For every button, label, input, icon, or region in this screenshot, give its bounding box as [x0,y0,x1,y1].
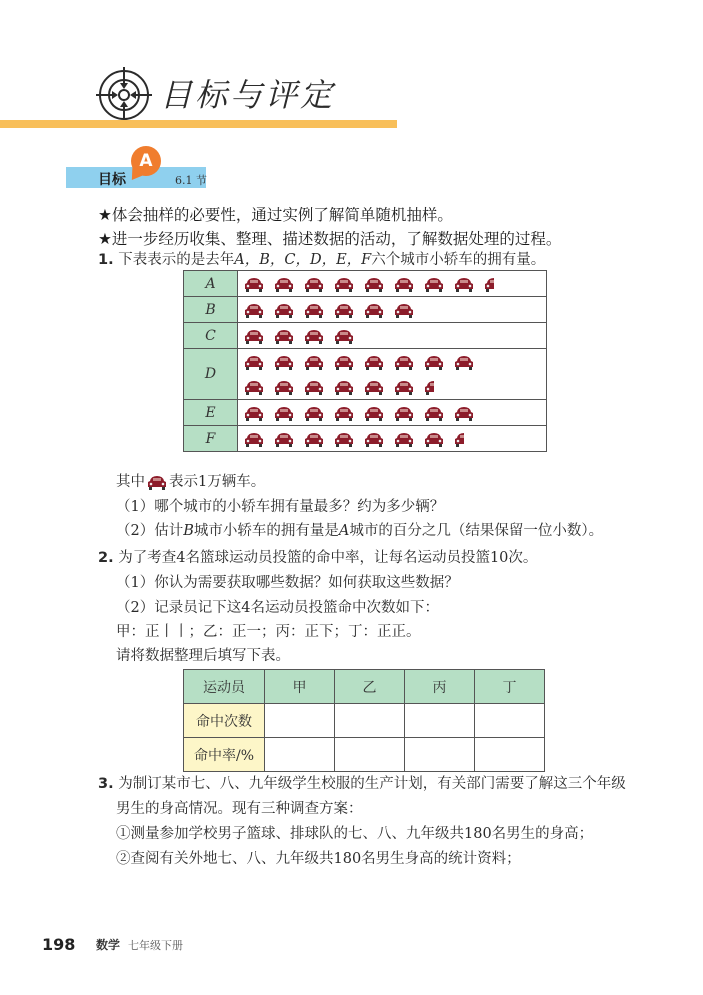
car-icon [304,379,324,395]
car-pictograph-table [183,270,547,452]
city-label: F [184,426,238,452]
half-car-icon [484,276,494,292]
car-icons-cell [238,297,547,323]
car-icon [454,405,474,421]
car-icon [364,302,384,318]
header-divider [0,120,397,128]
city-label: B [184,297,238,323]
legend-line: 其中 表示1万辆车。 [116,474,266,490]
car-icon [424,276,444,292]
car-icon [244,276,264,292]
car-icon [244,405,264,421]
city-label: A [184,271,238,297]
question-number: 1. [98,252,114,268]
blank-cell[interactable] [475,704,545,738]
pictograph-row [184,426,547,452]
car-icon [244,354,264,370]
car-icon [364,276,384,292]
tally-record: 甲：正⼁⼁；乙：正一；丙：正下；丁：正正。 [116,624,421,640]
header-ding: 丁 [475,670,545,704]
car-icon [394,405,414,421]
car-icon [244,328,264,344]
row-label-rate: 命中率/% [184,738,265,772]
table-row [184,704,545,738]
car-icon [244,302,264,318]
book-label: 七年级下册 [128,939,183,952]
car-icons-cell [238,426,547,452]
blank-cell[interactable] [335,738,405,772]
car-icon [334,431,354,447]
car-icons-cell [238,323,547,349]
question-1: 1. 下表表示的是去年A，B，C，D，E，F六个城市小轿车的拥有量。 [98,252,546,268]
blank-cell[interactable] [405,738,475,772]
section-ref: 6.1 节 [175,174,207,187]
car-icons-cell [238,400,547,426]
car-icon [274,328,294,344]
blank-cell[interactable] [265,738,335,772]
blank-cell[interactable] [335,704,405,738]
car-icon [304,405,324,421]
blank-cell[interactable] [405,704,475,738]
car-icon [274,405,294,421]
page-title: 目标与评定 [160,76,336,114]
question-1-part-1: （1）哪个城市的小轿车拥有量最多？约为多少辆？ [116,499,445,515]
question-1-part-2: （2）估计B城市小轿车的拥有量是A城市的百分之几（结果保留一位小数）。 [116,523,604,539]
option-1: ①测量参加学校男子篮球、排球队的七、八、九年级共180名男生的身高； [116,826,594,842]
car-icon [424,431,444,447]
car-icon [424,354,444,370]
question-2: 2. 为了考查4名篮球运动员投篮的命中率，让每名运动员投篮10次。 [98,550,538,566]
car-icon [274,302,294,318]
pictograph-row [184,400,547,426]
car-icon [304,328,324,344]
pictograph-row [184,323,547,349]
target-crosshair-icon [96,67,152,123]
table-row [184,738,545,772]
car-icon [334,354,354,370]
car-icon [334,328,354,344]
level-badge: A [131,146,161,176]
half-car-icon [454,431,464,447]
car-icon [334,302,354,318]
car-icon [364,379,384,395]
car-icons-cell [238,271,547,297]
question-3-line-2: 男生的身高情况。现有三种调查方案： [116,801,363,817]
header-yi: 乙 [335,670,405,704]
car-icon [304,431,324,447]
car-icon [424,405,444,421]
car-icon [364,431,384,447]
header-athlete: 运动员 [184,670,265,704]
half-car-icon [424,379,434,395]
city-label: D [184,349,238,400]
question-2-part-2: （2）记录员记下这4名运动员投篮命中次数如下： [116,600,439,616]
objective-1: ★体会抽样的必要性，通过实例了解简单随机抽样。 [98,206,453,224]
subject-label: 数学 [96,938,121,952]
pictograph-row [184,297,547,323]
car-icon [274,431,294,447]
pictograph-row [184,271,547,297]
car-icon [394,302,414,318]
city-label: C [184,323,238,349]
car-icon [304,276,324,292]
table-header-row [184,670,545,704]
car-icon [334,405,354,421]
car-icon [454,276,474,292]
car-icon [394,431,414,447]
page-number: 198 [42,935,76,954]
blank-cell[interactable] [475,738,545,772]
header-bing: 丙 [405,670,475,704]
car-icon [274,379,294,395]
goal-label: 目标 [98,172,126,188]
car-icon [334,276,354,292]
car-icon [274,354,294,370]
option-2: ②查阅有关外地七、八、九年级共180名男生身高的统计资料； [116,851,521,867]
car-icon [274,276,294,292]
objective-2: ★进一步经历收集、整理、描述数据的活动，了解数据处理的过程。 [98,230,562,248]
car-icon [304,354,324,370]
car-icon [454,354,474,370]
car-icons-cell [238,349,547,400]
car-icon [394,379,414,395]
car-icon [244,431,264,447]
car-icon [364,354,384,370]
car-icon [304,302,324,318]
car-icon [394,276,414,292]
car-icon [394,354,414,370]
question-3: 3. 为制订某市七、八、九年级学生校服的生产计划，有关部门需要了解这三个年级 [98,776,626,792]
table-instruction: 请将数据整理后填写下表。 [116,648,290,664]
blank-cell[interactable] [265,704,335,738]
car-icon [364,405,384,421]
row-label-hits: 命中次数 [184,704,265,738]
car-icon [147,474,167,490]
question-2-part-1: （1）你认为需要获取哪些数据？如何获取这些数据？ [116,575,459,591]
shooting-stats-table [183,669,545,772]
car-icon [244,379,264,395]
pictograph-row [184,349,547,400]
city-label: E [184,400,238,426]
header-jia: 甲 [265,670,335,704]
car-icon [334,379,354,395]
